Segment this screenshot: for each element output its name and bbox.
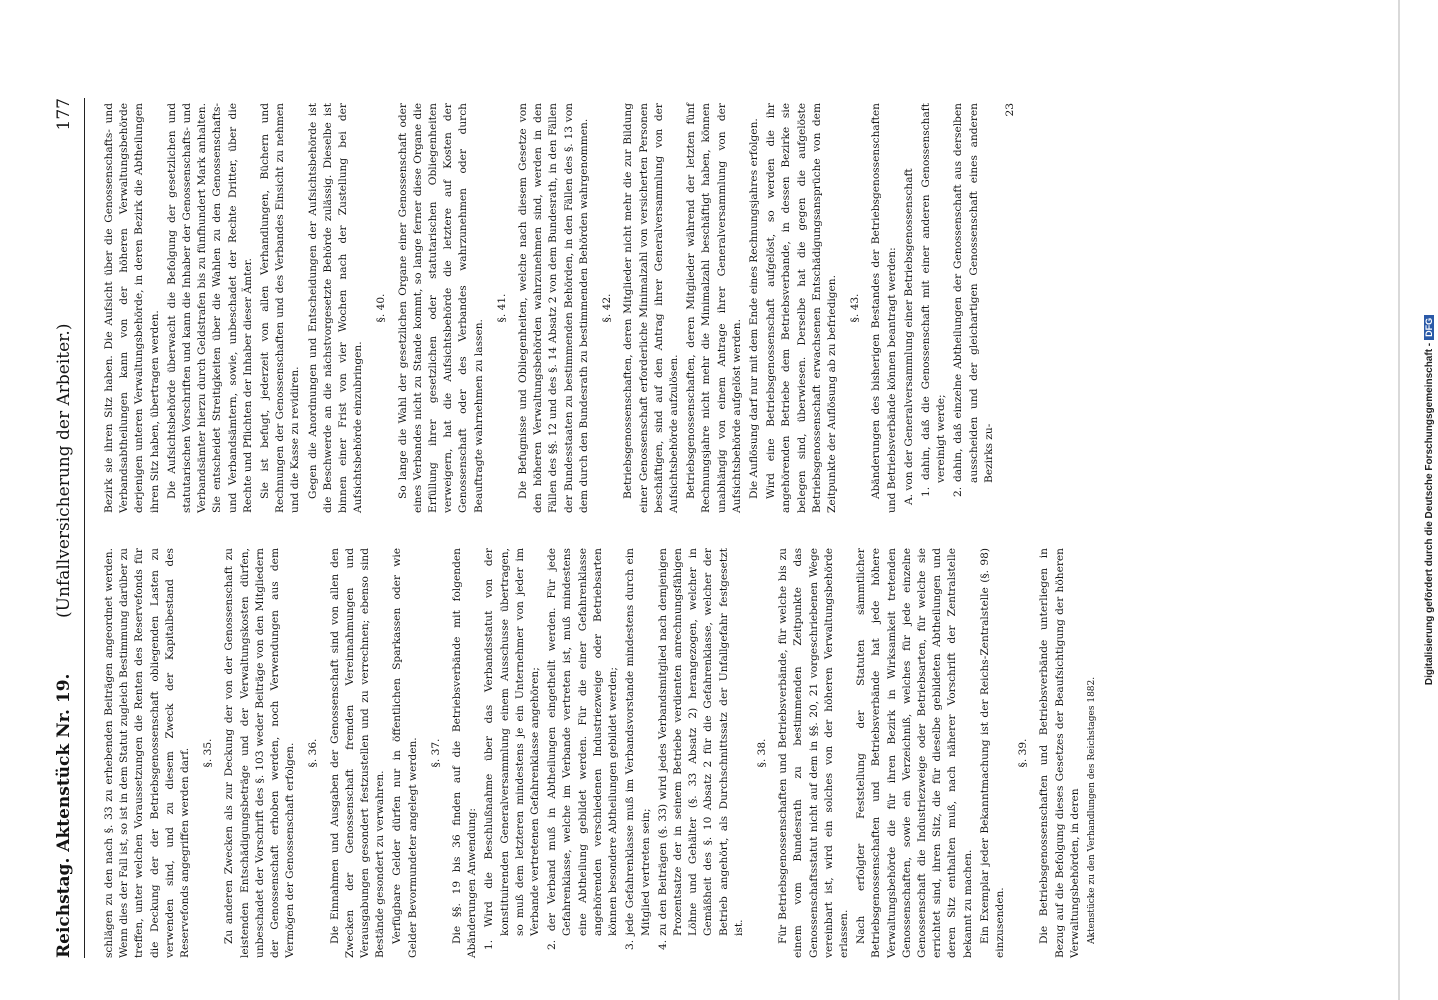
- list-item: 1. Wird die Beschlußnahme über das Verbandsstatut von der konstituirenden Generalversammlung einem Ausschusse übertragen, so muß dem letzteren mindestens je ein Unternehmer von jeder im Verbande vertretenen Gefahrenklasse angehören;: [483, 548, 542, 950]
- paragraph: Die Befugnisse und Obliegenheiten, welche nach diesem Gesetze von den höheren Verwaltungsbehörden wahrzunehmen sind, werden in den Fällen des §§. 12 und des §. 14 Absatz 2 von dem Bundesrath, in den Fällen der Bundesstaaten zu bestimmenden Behörden, in den Fällen des §. 13 von dem durch den Bundesrath zu bestimmenden Behörden wahrgenommen.: [517, 103, 590, 513]
- paragraph: Wird eine Betriebsgenossenschaft aufgelöst, so werden die ihr angehörenden Betriebe dem Betriebsverbande, in dessen Bezirke sie belegen sind, überwiesen. Derselbe hat die gegen die aufgelöste Betriebsgenossenschaft erwachsenen Entschädigungsansprüche von dem Zeitpunkte der Auflösung ab zu befriedigen.: [765, 103, 838, 513]
- paragraph: Verfügbare Gelder dürfen nur in öffentlichen Sparkassen oder wie Gelder Bevormundeter angelegt werden.: [391, 548, 419, 958]
- paragraph: Ein Exemplar jeder Bekanntmachung ist der Reichs-Zentralstelle (§. 98) einzusenden.: [978, 548, 1006, 958]
- paragraph: Die §§. 19 bis 36 finden auf die Betriebsverbände mit folgenden Abänderungen Anwendung:: [451, 548, 479, 958]
- list-item: 4. zu den Beiträgen (§. 33) wird jedes Verbandsmitglied nach demjenigen Prozentsatze der in seinem Betriebe verdienten anrechnungsfähigen Löhne und Gehälter (§. 33 Absatz 2) herangezogen, welcher in Gemäßheit des §. 10 Absatz 2 für die Gefahrenklasse, welcher der Betrieb angehört, als Durchschnittssatz der Unfallgefahr festgesetzt ist.: [656, 548, 745, 950]
- signature-mark: 23: [1003, 103, 1016, 117]
- section-heading: §. 35.: [202, 738, 215, 768]
- list-item: 3. jede Gefahrenklasse muß im Verbandsvorstande mindestens durch ein Mitglied vertreten sein;: [624, 548, 652, 950]
- paragraph: Nach erfolgter Feststellung der Statuten sämmtlicher Betriebsgenossenschaften und Betriebsverbände hat jede höhere Verwaltungsbehörde die für ihren Bezirk in Wirksamkeit tretenden Genossenschaften, sowie ein Verzeichniß, welches für jede einzelne Genossenschaft die Industriezweige oder Betriebsarten, für welche sie errichtet sind, ihren Sitz, die für dieselbe gebildeten Abtheilungen und deren Sitz enthalten muß, nach näherer Vorschrift der Zentralstelle bekannt zu machen.: [855, 548, 974, 958]
- paragraph: Die Betriebsgenossenschaften und Betriebsverbände unterliegen in Bezug auf die Befolgung dieses Gesetzes der Beaufsichtigung der höheren Verwaltungsbehörden, in deren: [1038, 548, 1081, 958]
- header-subject: (Unfallversicherung der Arbeiter.): [54, 323, 74, 618]
- list-item: 1. dahin, daß die Genossenschaft mit einer anderen Genossenschaft vereinigt werde;: [919, 103, 948, 497]
- page-header: [54, 98, 100, 958]
- right-column: [102, 103, 1018, 513]
- paragraph: Die Einnahmen und Ausgaben der Genossenschaft sind von allen den Zwecken der Genossenschaft fremden Vereinnahmungen und Verausgabungen gesondert festzustellen und zu verrechnen; ebenso sind Bestände gesondert zu verwahren.: [328, 548, 387, 958]
- list-item: 2. dahin, daß einzelne Abtheilungen der Genossenschaft aus derselben ausscheiden und der gleichartigen Genossenschaft eines anderen Bezirks zu-: [952, 103, 995, 497]
- paragraph: Abänderungen des bisherigen Bestandes der Betriebsgenossenschaften und Betriebsverbände können beantragt werden:: [870, 103, 898, 513]
- section-heading: §. 37.: [429, 738, 442, 768]
- dfg-logo: DFG: [1424, 315, 1434, 340]
- paragraph: Sie ist befugt, jederzeit von allen Verhandlungen, Büchern und Rechnungen der Genossenschaften und des Verbandes Einsicht zu nehmen und die Kasse zu revidiren.: [259, 103, 302, 513]
- digitization-note: [1408, 8, 1435, 992]
- page-edge: [1398, 0, 1400, 1000]
- rotated-page-content: [50, 78, 1410, 978]
- list-item: A. von der Generalversammlung einer Betriebsgenossenschaft: [902, 168, 915, 505]
- paragraph: Betriebsgenossenschaften, deren Mitglieder nicht mehr die zur Bildung einer Genossenschaft erforderliche Minimalzahl von versicherten Personen beschäftigen, sind auf den Antrag ihrer Generalversammlung von der Aufsichtsbehörde aufzulösen.: [622, 103, 680, 513]
- funding-note: Digitalisierung gefördert durch die Deutsche Forschungsgemeinschaft -: [1424, 342, 1435, 686]
- section-heading: §. 42.: [601, 293, 614, 323]
- footnote: Aktenstücke zu den Verhandlungen des Reichstages 1882.: [1086, 676, 1097, 944]
- section-heading: §. 43.: [849, 293, 862, 323]
- paragraph: Die Auflösung darf nur mit dem Ende eines Rechnungsjahres erfolgen.: [747, 118, 760, 499]
- paragraph: Bezirk sie ihren Sitz haben. Die Aufsicht über die Genossenschafts- und Verbandsabtheilungen kann von der höheren Verwaltungsbehörde derjenigen unteren Verwaltungsbehörde, in deren Bezirk die Abtheilungen ihren Sitz haben, übertragen werden.: [103, 103, 161, 513]
- section-heading: §. 41.: [495, 293, 508, 323]
- list-item: 2. der Verband muß in Abtheilungen eingetheilt werden. Für jede Gefahrenklasse, welche im Verbande vertreten ist, muß mindestens eine Abtheilung gebildet werden. Für die einer Gefahrenklasse angehörenden verschiedenen Industriezweige oder Betriebsarten können besondere Abtheilungen gebildet werden;: [546, 548, 620, 950]
- header-title: Reichstag. Aktenstück Nr. 19.: [54, 673, 74, 958]
- page-number: 177: [54, 98, 74, 131]
- paragraph: Betriebsgenossenschaften, deren Mitglieder während der letzten fünf Rechnungsjahre nicht mehr die Minimalzahl beschäftigt haben, können unabhängig von einem Antrage ihrer Generalversammlung von der Aufsichtsbehörde aufgelöst werden.: [685, 103, 743, 513]
- paragraph: schlägen zu den nach §. 33 zu erhebenden Beiträgen angeordnet werden. Wenn dies der Fall ist, so ist in dem Statut zugleich Bestimmung darüber zu treffen, unter welchen Voraussetzungen die Renten des Reservefonds für die Deckung der der Betriebsgenossenschaft obliegenden Lasten zu verwenden sind, und zu diesem Zweck der Kapitalbestand des Reservefonds angegriffen werden darf.: [103, 548, 192, 958]
- section-heading: §. 36.: [307, 738, 320, 768]
- section-heading: §. 39.: [1017, 738, 1030, 768]
- header-rule: [84, 98, 85, 958]
- paragraph: So lange die Wahl der gesetzlichen Organe einer Genossenschaft oder eines Verbandes nicht zu Stande kommt, so lange ferner diese Organe die Erfüllung ihrer gesetzlichen oder statutarischen Obliegenheiten verweigern, hat die Aufsichtsbehörde die letztere auf Kosten der Genossenschaft oder des Verbandes wahrzunehmen oder durch Beauftragte wahrnehmen zu lassen.: [396, 103, 485, 513]
- section-heading: §. 40.: [375, 293, 388, 323]
- paragraph: Gegen die Anordnungen und Entscheidungen der Aufsichtsbehörde ist die Beschwerde an die nächstvorgesetzte Behörde zulässig. Dieselbe ist binnen einer Frist von vier Wochen nach der Zustellung bei der Aufsichtsbehörde einzubringen.: [306, 103, 365, 513]
- paragraph: Zu anderen Zwecken als zur Deckung der von der Genossenschaft zu leistenden Entschädigungsbeträge und der Verwaltungskosten dürfen, unbeschadet der Vorschrift des §. 103 weder Beiträge von den Mitgliedern der Genossenschaft erhoben werden, noch Verwendungen aus dem Vermögen der Genossenschaft erfolgen.: [223, 548, 297, 958]
- paragraph: Die Aufsichtsbehörde überwacht die Befolgung der gesetzlichen und statutarischen Vorschriften und kann die Inhaber der Genossenschafts- und Verbandsämter hierzu durch Geldstrafen bis zu fünfhundert Mark anhalten. Sie entscheidet Streitigkeiten über die Wahlen zu den Genossenschafts- und Verbandsämtern, sowie, unbeschadet der Rechte Dritter, über die Rechte und Pflichten der Inhaber dieser Ämter.: [165, 103, 254, 513]
- left-column: [102, 548, 1102, 958]
- digitization-text: [1424, 8, 1438, 992]
- section-heading: §. 38.: [755, 738, 768, 768]
- paragraph: Für Betriebsgenossenschaften und Betriebsverbände, für welche bis zu einem vom Bundesrath zu bestimmenden Zeitpunkte das Genossenschaftsstatut nicht auf dem in §§. 20, 21 vorgeschriebenen Wege vereinbart ist, wird ein solches von der höheren Verwaltungsbehörde erlassen.: [777, 548, 850, 958]
